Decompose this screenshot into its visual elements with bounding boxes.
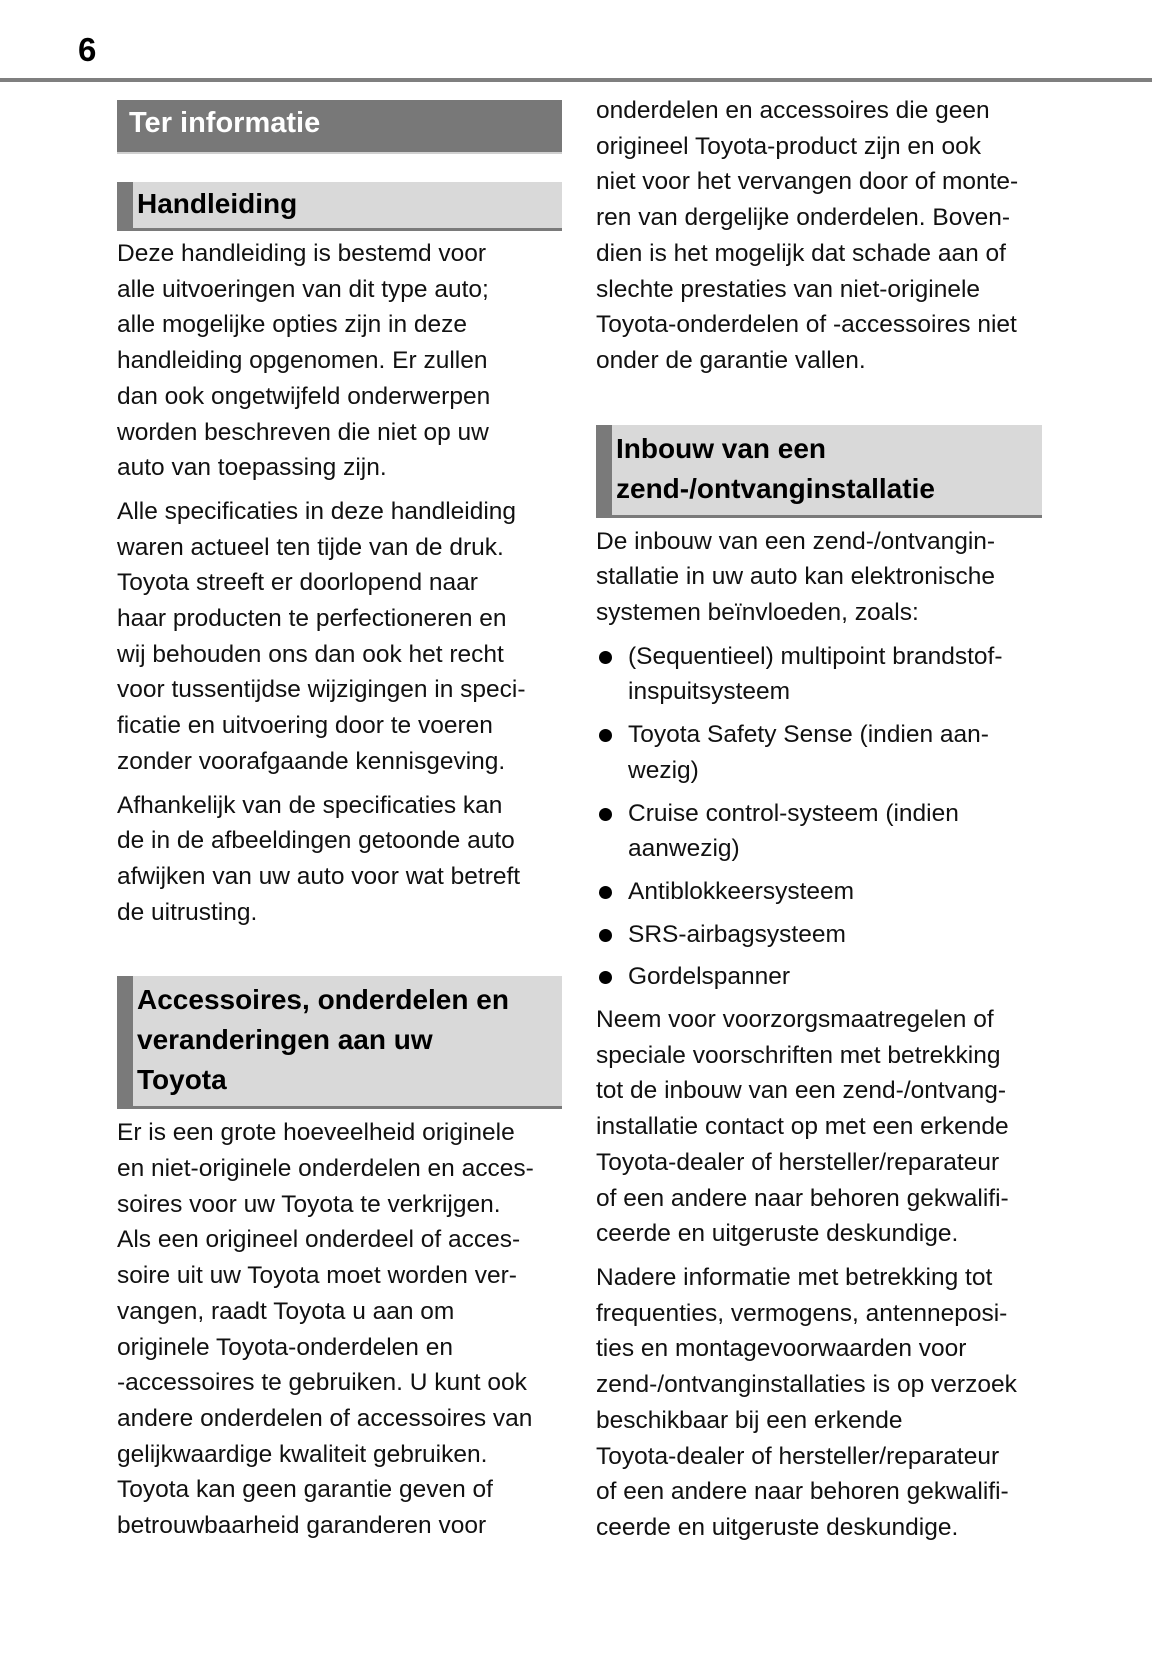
text-line: ren van dergelijke onderdelen. Boven- [596,204,1011,232]
text-line: dien is het mogelijk dat schade aan of [596,239,1006,267]
text-line: niet voor het vervangen door of monte- [596,168,1019,196]
paragraph [596,1002,1056,1252]
text-line: slechte prestaties van niet-originele [596,275,981,303]
list-item [596,917,1056,953]
text-line: ties en montagevoorwaarden voor [596,1335,967,1363]
text-line: vangen, raadt Toyota u aan om [117,1297,455,1325]
text-line: ficatie en uitvoering door te voeren [117,712,493,740]
bullet-icon [599,651,612,664]
text-line: dan ook ongetwijfeld onderwerpen [117,382,491,410]
text-line: waren actueel ten tijde van de druk. [117,533,504,561]
text-line: Deze handleiding is bestemd voor [117,240,487,267]
paragraph [596,1260,1056,1546]
text-line: Nadere informatie met betrekking tot [596,1263,993,1291]
text-line: Toyota Safety Sense (indien aan- [628,721,989,749]
text-line: of een andere naar behoren gekwalifi- [596,1184,1009,1212]
text-line: onderdelen en accessoires die geen [596,97,990,124]
section-body-inbouw [596,524,1056,1546]
text-line: tot de inbouw van een zend-/ontvang- [596,1077,1006,1105]
chapter-title: Ter informatie [117,100,562,154]
text-line: de uitrusting. [117,898,258,926]
bullet-icon [599,929,612,942]
text-line: handleiding opgenomen. Er zullen [117,347,488,375]
text-line: Antiblokkeersysteem [628,877,855,905]
text-line: Gordelspanner [628,963,791,991]
text-line: andere onderdelen of accessoires van [117,1404,533,1432]
section-heading-inbouw [596,425,1042,518]
text-line: originele Toyota-onderdelen en [117,1333,453,1361]
text-line: Toyota-onderdelen of -accessoires niet [596,311,1017,339]
list-item [596,959,1056,995]
text-line: betrouwbaarheid garanderen voor [117,1512,487,1540]
text-line: speciale voorschriften met betrekking [596,1041,1001,1069]
text-line: wezig) [628,756,699,784]
heading-line: zend-/ontvanginstallatie [616,472,935,504]
text-line: of een andere naar behoren gekwalifi- [596,1478,1009,1506]
text-line: frequenties, vermogens, antenneposi- [596,1299,1008,1327]
list-item [596,639,1056,710]
text-line: Toyota-dealer of hersteller/reparateur [596,1148,1000,1176]
paragraph [117,494,562,780]
text-line: Toyota kan geen garantie geven of [117,1476,493,1504]
text-line: soires voor uw Toyota te verkrijgen. [117,1190,501,1218]
paragraph [117,1115,562,1543]
text-line: haar producten te perfectioneren en [117,605,507,633]
text-line: Toyota-dealer of hersteller/reparateur [596,1442,1000,1470]
text-line: voor tussentijdse wijzigingen in speci- [117,676,526,704]
header-rule [0,78,1152,82]
section-heading-accessoires [117,976,562,1109]
section-body-handleiding [117,236,562,930]
list-item [596,717,1056,788]
text-line: alle uitvoeringen van dit type auto; [117,275,489,303]
page-number: 6 [78,31,97,68]
heading-line: Inbouw van een [616,432,827,464]
bullet-icon [599,808,612,821]
text-line: wij behouden ons dan ook het recht [117,640,504,668]
intro-paragraph [596,524,1056,631]
text-line: Cruise control-systeem (indien [628,799,959,827]
text-line: systemen beïnvloeden, zoals: [596,599,919,627]
continued-paragraph [596,93,1056,379]
text-line: beschikbaar bij een erkende [596,1406,903,1434]
section-heading-handleiding: Handleiding [117,182,562,231]
text-line: auto van toepassing zijn. [117,454,387,482]
text-line: Als een origineel onderdeel of acces- [117,1226,521,1254]
bullet-icon [599,729,612,742]
text-line: (Sequentieel) multipoint brandstof- [628,642,1003,670]
list-item [596,874,1056,910]
paragraph [117,788,562,931]
text-line: ceerde en uitgeruste deskundige. [596,1513,959,1541]
heading-line: Toyota [137,1064,227,1096]
text-line: SRS-airbagsysteem [628,920,846,948]
text-line: Alle specificaties in deze handleiding [117,497,517,525]
text-line: onder de garantie vallen. [596,346,866,374]
list-item [596,796,1056,867]
bullet-icon [599,971,612,984]
text-line: de in de afbeeldingen getoonde auto [117,827,515,855]
right-column [596,93,1056,1554]
text-line: zonder voorafgaande kennisgeving. [117,747,506,775]
text-line: alle mogelijke opties zijn in deze [117,311,467,339]
text-line: Er is een grote hoeveelheid originele [117,1119,515,1147]
text-line: worden beschreven die niet op uw [117,418,489,446]
affected-systems-list [596,639,1056,995]
text-line: -accessoires te gebruiken. U kunt ook [117,1369,527,1397]
heading-line: veranderingen aan uw [137,1024,433,1056]
section-body-accessoires [117,1115,562,1543]
heading-line: Accessoires, onderdelen en [137,984,509,1016]
text-line: soire uit uw Toyota moet worden ver- [117,1262,517,1290]
text-line: en niet-originele onderdelen en acces- [117,1155,534,1183]
text-line: gelijkwaardige kwaliteit gebruiken. [117,1440,488,1468]
text-line: inspuitsysteem [628,678,791,706]
text-line: installatie contact op met een erkende [596,1113,1009,1141]
text-line: Neem voor voorzorgsmaatregelen of [596,1006,994,1034]
text-line: ceerde en uitgeruste deskundige. [596,1220,959,1248]
text-line: afwijken van uw auto voor wat betreft [117,862,521,890]
text-line: Afhankelijk van de specificaties kan [117,791,503,819]
text-line: zend-/ontvanginstallaties is op verzoek [596,1371,1017,1399]
text-line: De inbouw van een zend-/ontvangin- [596,527,996,555]
text-line: Toyota streeft er doorlopend naar [117,569,478,597]
text-line: stallatie in uw auto kan elektronische [596,563,996,591]
bullet-icon [599,886,612,899]
text-line: origineel Toyota-product zijn en ook [596,132,981,160]
paragraph [117,236,562,486]
left-column [117,100,562,1552]
text-line: aanwezig) [628,835,740,863]
